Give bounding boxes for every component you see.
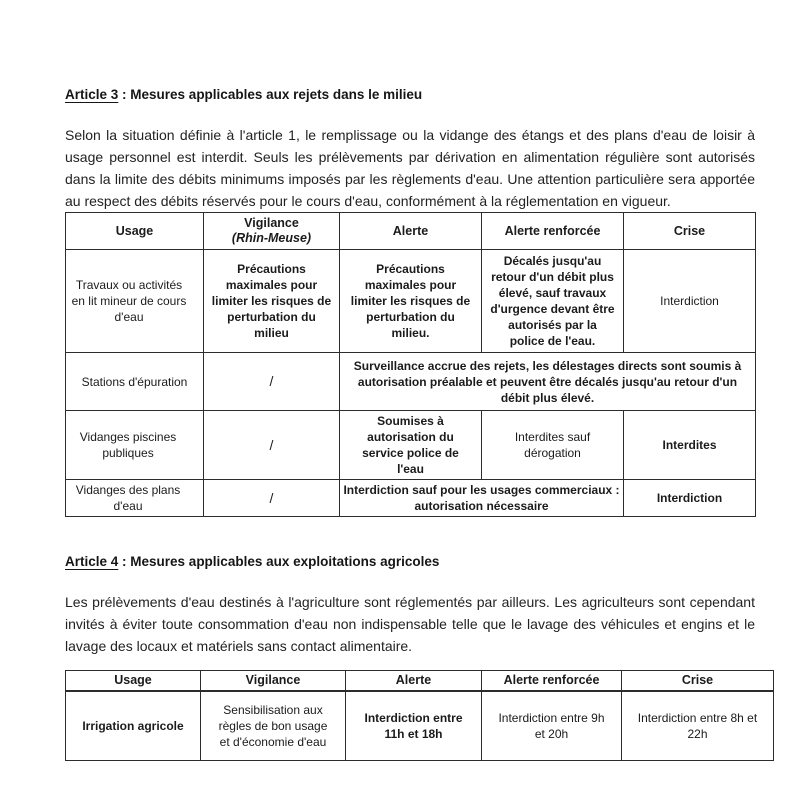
t1-header-vigilance bbox=[204, 213, 340, 250]
article3-title-text: : Mesures applicables aux rejets dans le milieu bbox=[118, 87, 423, 102]
article3-paragraph: Selon la situation définie à l'article 1, le remplissage ou la vidange des étangs et des plans d'eau de loisir à usage personnel est interdit. Seuls les prélèvements par dérivation en alimentation régulière sont autorisés dans la limite des débits minimums imposés par les règlements d'eau. Une attention particulière sera apportée au respect des débits réservés pour le cours d'eau, conformément à la réglementation en vigueur. bbox=[65, 127, 755, 209]
t2-irrigation-alerte-renforcee: Interdiction entre 9h et 20h bbox=[482, 691, 622, 760]
irrigation-header-row bbox=[66, 671, 774, 692]
t1-stations-usage: Stations d'épuration bbox=[66, 353, 204, 411]
page-content bbox=[65, 0, 774, 761]
slash-mark: / bbox=[269, 373, 274, 389]
t2-header-alerte: Alerte bbox=[346, 671, 482, 692]
article4-label: Article 4 bbox=[65, 554, 119, 569]
t1-header-vigilance-sub: (Rhin-Meuse) bbox=[231, 231, 312, 245]
t1-piscines-alerte: Soumises à autorisation du service police de l'eau bbox=[340, 411, 482, 480]
t1-travaux-alerte-renforcee: Décalés jusqu'au retour d'un débit plus élevé, sauf travaux d'urgence devant être autorisés par la police de l'eau. bbox=[482, 250, 624, 353]
t1-stations-merged-cell: Surveillance accrue des rejets, les délestages directs sont soumis à autorisation préalable et peuvent être décalés jusqu'au retour d'un débit plus élevé. bbox=[340, 353, 756, 411]
t1-stations-vigilance bbox=[204, 353, 340, 411]
table-row bbox=[66, 691, 774, 760]
t1-piscines-crise: Interdites bbox=[624, 411, 756, 480]
t1-piscines-vigilance bbox=[204, 411, 340, 480]
t1-travaux-alerte: Précautions maximales pour limiter les risques de perturbation du milieu. bbox=[340, 250, 482, 353]
t1-header-crise: Crise bbox=[624, 213, 756, 250]
t2-header-vigilance: Vigilance bbox=[201, 671, 346, 692]
t1-header-alerte-renforcee: Alerte renforcée bbox=[482, 213, 624, 250]
article4-title-text: : Mesures applicables aux exploitations agricoles bbox=[118, 554, 440, 569]
article4-paragraph: Les prélèvements d'eau destinés à l'agriculture sont réglementés par ailleurs. Les agriculteurs sont cependant invités à éviter toute consommation d'eau non indispensable telle que le lavage des véhicules et engins et le lavage des locaux et matériels sans contact alimentaire. bbox=[65, 594, 755, 654]
table-row bbox=[66, 250, 756, 353]
t2-header-alerte-renforcee: Alerte renforcée bbox=[482, 671, 622, 692]
t2-irrigation-crise: Interdiction entre 8h et 22h bbox=[622, 691, 774, 760]
t1-plans-vigilance bbox=[204, 480, 340, 517]
slash-mark: / bbox=[269, 489, 274, 506]
table-row bbox=[66, 480, 756, 517]
t2-irrigation-vigilance: Sensibilisation aux règles de bon usage et d'économie d'eau bbox=[201, 691, 346, 760]
t1-plans-crise: Interdiction bbox=[624, 480, 756, 517]
t1-travaux-vigilance: Précautions maximales pour limiter les risques de perturbation du milieu bbox=[204, 250, 340, 353]
t1-header-vigilance-label: Vigilance bbox=[244, 216, 299, 230]
t1-piscines-usage: Vidanges piscines publiques bbox=[66, 411, 204, 480]
table-row bbox=[66, 353, 756, 411]
t1-travaux-crise: Interdiction bbox=[624, 250, 756, 353]
t2-header-crise: Crise bbox=[622, 671, 774, 692]
t1-travaux-usage: Travaux ou activités en lit mineur de cours d'eau bbox=[66, 250, 204, 353]
t2-header-usage: Usage bbox=[66, 671, 201, 692]
article4-heading bbox=[65, 553, 774, 570]
rejets-table bbox=[65, 212, 756, 517]
table-row bbox=[66, 411, 756, 480]
t1-plans-merged-cell: Interdiction sauf pour les usages commerciaux : autorisation nécessaire bbox=[340, 480, 624, 517]
t2-irrigation-usage: Irrigation agricole bbox=[66, 691, 201, 760]
rejets-header-row bbox=[66, 213, 756, 250]
article3-heading bbox=[65, 86, 774, 103]
t1-plans-usage: Vidanges des plans d'eau bbox=[66, 480, 204, 517]
t1-header-alerte: Alerte bbox=[340, 213, 482, 250]
slash-mark: / bbox=[269, 436, 274, 453]
article3-label: Article 3 bbox=[65, 87, 119, 102]
t1-header-usage: Usage bbox=[66, 213, 204, 250]
t2-irrigation-alerte: Interdiction entre 11h et 18h bbox=[346, 691, 482, 760]
irrigation-table bbox=[65, 670, 774, 761]
t1-piscines-alerte-renforcee: Interdites sauf dérogation bbox=[482, 411, 624, 480]
